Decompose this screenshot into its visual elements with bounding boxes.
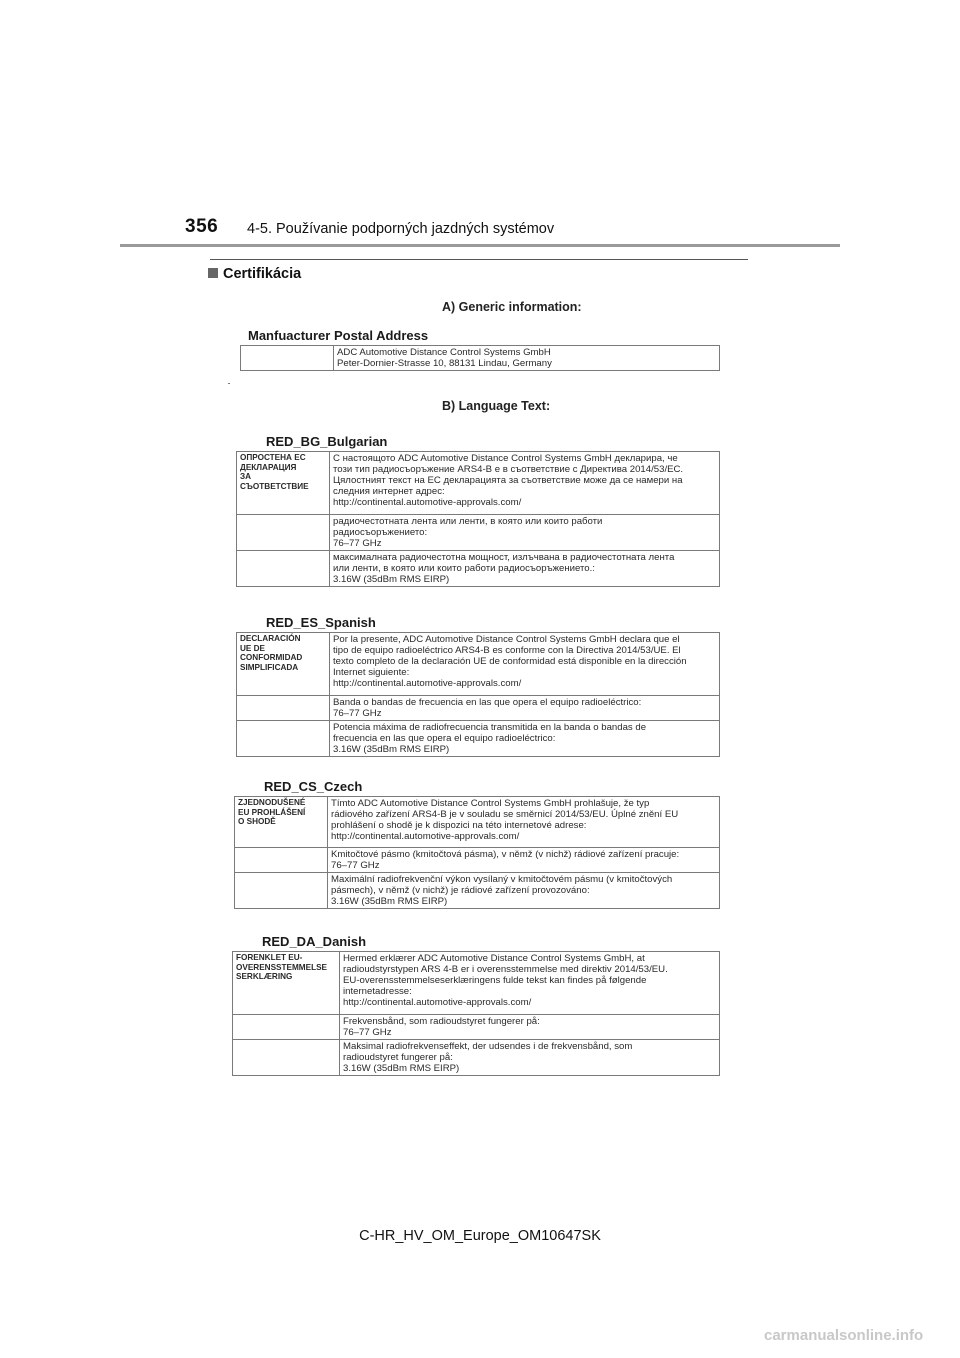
watermark: carmanualsonline.info xyxy=(764,1327,924,1344)
section-heading-text: Certifikácia xyxy=(223,266,302,282)
declaration-text: С настоящото ADC Automotive Distance Control Systems GmbH декларира, че този тип радиосъоръжение ARS4-B е в съответствие с Директива 2014/53/ЕС. Цялостният текст на ЕС декларацията за съответствие може да се намери на следния интернет адрес: http://continental.automotive-approvals.com/ xyxy=(330,452,720,515)
chapter-title: 4-5. Používanie podporných jazdných systémov xyxy=(247,221,555,237)
language-heading-cs: RED_CS_Czech xyxy=(264,779,363,794)
generic-info-heading: A) Generic information: xyxy=(442,300,582,314)
max-power-text: Maximální radiofrekvenční výkon vysílaný v kmitočtovém pásmu (v kmitočtových pásmech), v němž (v nichž) je rádiové zařízení provozováno: 3.16W (35dBm RMS EIRP) xyxy=(328,873,720,909)
declaration-label: DECLARACIÓN UE DE CONFORMIDAD SIMPLIFICADA xyxy=(237,633,330,696)
declaration-label: ZJEDNODUŠENÉ EU PROHLÁŠENÍ O SHODĚ xyxy=(235,797,328,848)
max-power-text: Potencia máxima de radiofrecuencia transmitida en la banda o bandas de frecuencia en las que opera el equipo radioeléctrico: 3.16W (35dBm RMS EIRP) xyxy=(330,721,720,757)
language-heading-es: RED_ES_Spanish xyxy=(266,615,376,630)
declaration-text: Tímto ADC Automotive Distance Control Systems GmbH prohlašuje, že typ rádiového zařízení ARS4-B je v souladu se směrnicí 2014/53/EU. Úplné znění EU prohlášení o shodě je k dispozici na této internetové adrese: http://continental.automotive-approvals.com/ xyxy=(328,797,720,848)
language-text-heading: B) Language Text: xyxy=(442,399,551,413)
manufacturer-heading: Manfuacturer Postal Address xyxy=(248,328,429,343)
frequency-band-text: Kmitočtové pásmo (kmitočtová pásma), v němž (v nichž) rádiové zařízení pracuje: 76–77 GHz xyxy=(328,848,720,873)
document-id: C-HR_HV_OM_Europe_OM10647SK xyxy=(359,1228,601,1244)
declaration-label: ОПРОСТЕНА ЕС ДЕКЛАРАЦИЯ ЗА СЪОТВЕТСТВИЕ xyxy=(237,452,330,515)
page-number: 356 xyxy=(185,216,219,237)
language-heading-bg: RED_BG_Bulgarian xyxy=(266,434,388,449)
frequency-band-text: Frekvensbånd, som radioudstyret fungerer på: 76–77 GHz xyxy=(340,1015,720,1040)
manufacturer-table xyxy=(240,345,720,371)
max-power-text: Maksimal radiofrekvenseffekt, der udsendes i de frekvensbånd, som radioudstyret fungerer på: 3.16W (35dBm RMS EIRP) xyxy=(340,1040,720,1076)
declaration-text: Hermed erklærer ADC Automotive Distance Control Systems GmbH, at radioudstyrstypen ARS 4-B er i overensstemmelse med direktiv 2014/53/EU. EU-overensstemmelseserklæringens fulde tekst kan findes på følgende internetadresse: http://continental.automotive-approvals.com/ xyxy=(340,952,720,1015)
stray-mark xyxy=(228,383,230,384)
frequency-band-text: радиочестотната лента или ленти, в която или които работи радиосъоръжението: 76–77 GHz xyxy=(330,515,720,551)
language-heading-da: RED_DA_Danish xyxy=(262,934,367,949)
max-power-text: максималната радиочестотна мощност, излъчвана в радиочестотната лента или ленти, в която или които работи радиосъоръжението.: 3.16W (35dBm RMS EIRP) xyxy=(330,551,720,587)
language-table-bg xyxy=(236,451,720,587)
declaration-text: Por la presente, ADC Automotive Distance Control Systems GmbH declara que el tipo de equipo radioeléctrico ARS4-B es conforme con la Directiva 2014/53/UE. El texto completo de la declaración UE de conformidad está disponible en la dirección Internet siguiente: http://continental.automotive-approvals.com/ xyxy=(330,633,720,696)
manufacturer-address: ADC Automotive Distance Control Systems GmbH Peter-Dornier-Strasse 10, 88131 Lindau, Germany xyxy=(334,346,720,371)
frequency-band-text: Banda o bandas de frecuencia en las que opera el equipo radioeléctrico: 76–77 GHz xyxy=(330,696,720,721)
language-table-cs xyxy=(234,796,720,909)
declaration-label: FORENKLET EU- OVERENSSTEMMELSE SERKLÆRING xyxy=(233,952,340,1015)
language-table-da xyxy=(232,951,720,1076)
language-table-es xyxy=(236,632,720,757)
